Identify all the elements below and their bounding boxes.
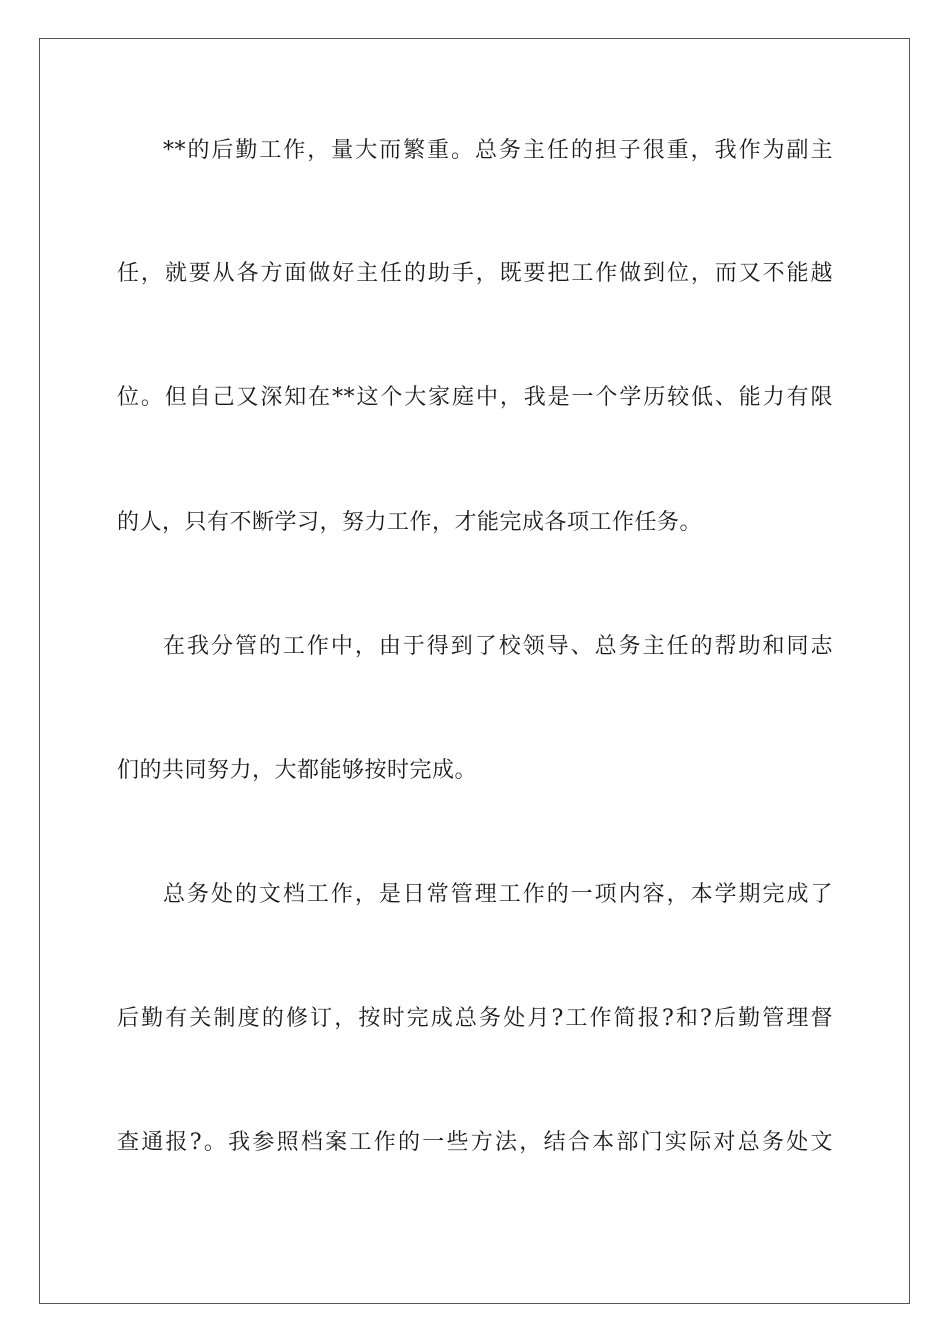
paragraph-1-line-4: 的人，只有不断学习，努力工作，才能完成各项工作任务。 — [117, 510, 703, 535]
paragraph-2-line-2: 们的共同努力，大都能够按时完成。 — [117, 758, 478, 783]
page-frame — [39, 38, 910, 1304]
paragraph-1-line-1: **的后勤工作，量大而繁重。总务主任的担子很重，我作为副主 — [163, 138, 833, 163]
paragraph-2-line-1: 在我分管的工作中，由于得到了校领导、总务主任的帮助和同志 — [163, 634, 833, 659]
paragraph-1-line-2: 任，就要从各方面做好主任的助手，既要把工作做到位，而又不能越 — [117, 261, 833, 286]
paragraph-3-line-2: 后勤有关制度的修订，按时完成总务处月?工作简报?和?后勤管理督 — [117, 1006, 833, 1031]
paragraph-1-line-3: 位。但自己又深知在**这个大家庭中，我是一个学历较低、能力有限 — [117, 385, 833, 410]
paragraph-3-line-3: 查通报?。我参照档案工作的一些方法，结合本部门实际对总务处文 — [117, 1130, 833, 1155]
paragraph-3-line-1: 总务处的文档工作，是日常管理工作的一项内容，本学期完成了 — [163, 882, 833, 907]
